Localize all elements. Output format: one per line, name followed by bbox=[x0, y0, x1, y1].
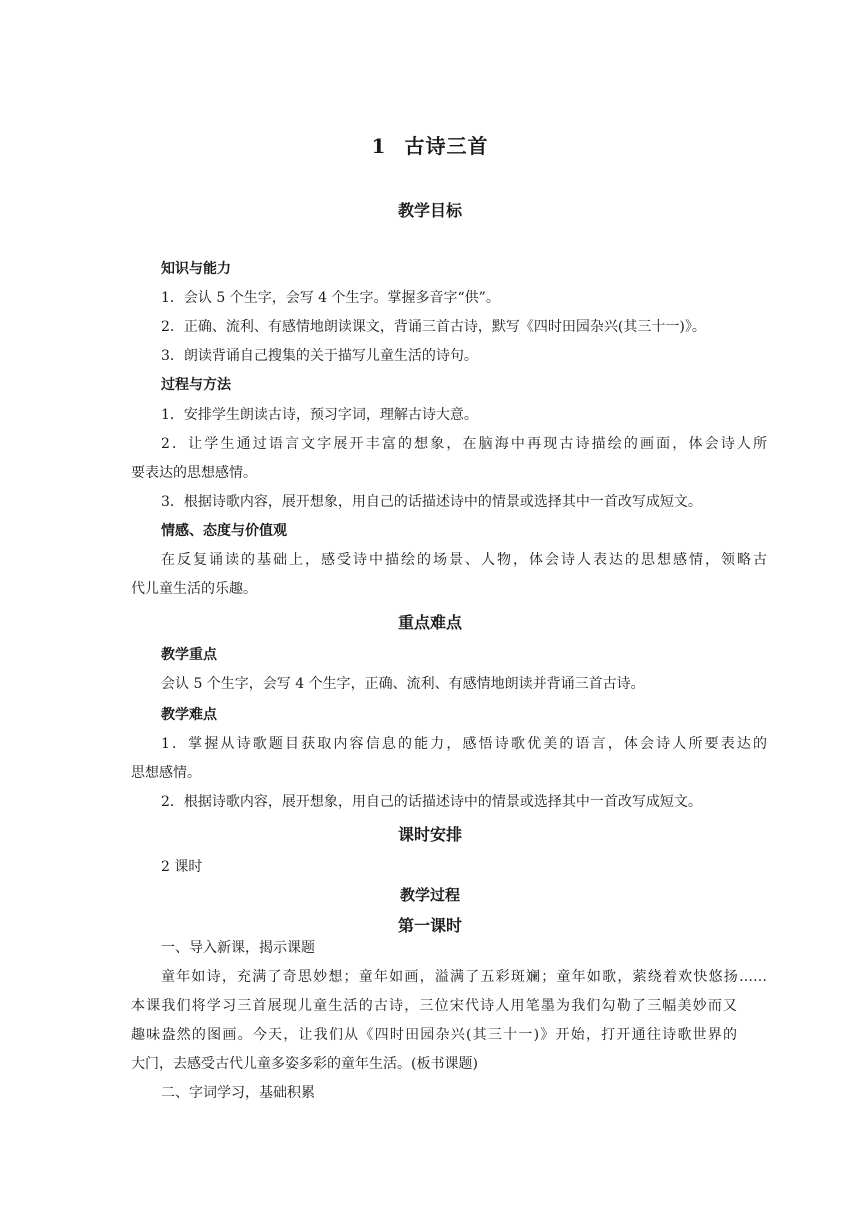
paragraph-focus: 会认 5 个生字，会写 4 个生字，正确、流利、有感情地朗读并背诵三首古诗。 bbox=[161, 676, 645, 692]
section-heading-process: 教学过程 bbox=[399, 886, 460, 904]
section-heading-key-points: 重点难点 bbox=[397, 613, 462, 632]
paragraph-hours: 2 课时 bbox=[161, 859, 203, 875]
lesson-title-text: 古诗三首 bbox=[404, 134, 489, 158]
section-heading-lesson1: 第一课时 bbox=[397, 916, 462, 935]
paragraph-intro-line3: 趣味盎然的图画。今天，让我们从《四时田园杂兴(其三十一)》开始，打开通往诗歌世界的 bbox=[131, 1027, 737, 1043]
paragraph-p1: 1．安排学生朗读古诗，预习字词，理解古诗大意。 bbox=[161, 407, 478, 423]
subheading-process: 过程与方法 bbox=[161, 377, 231, 393]
section-heading-goals: 教学目标 bbox=[397, 201, 462, 220]
paragraph-e1-line2: 代儿童生活的乐趣。 bbox=[131, 581, 257, 597]
paragraph-e1-line1: 在反复诵读的基础上，感受诗中描绘的场景、人物，体会诗人表达的思想感情，领略古 bbox=[161, 552, 767, 568]
paragraph-intro-line4: 大门，去感受古代儿童多姿多彩的童年生活。(板书课题) bbox=[131, 1056, 478, 1072]
section-heading-schedule: 课时安排 bbox=[397, 825, 462, 844]
paragraph-d1-line1: 1．掌握从诗歌题目获取内容信息的能力，感悟诗歌优美的语言，体会诗人所要表达的 bbox=[161, 736, 767, 752]
lesson-title bbox=[0, 130, 860, 159]
paragraph-d2: 2．根据诗歌内容，展开想象，用自己的话描述诗中的情景或选择其中一首改写成短文。 bbox=[161, 794, 702, 810]
paragraph-d1-line2: 思想感情。 bbox=[131, 765, 201, 781]
paragraph-p3: 3．根据诗歌内容，展开想象，用自己的话描述诗中的情景或选择其中一首改写成短文。 bbox=[161, 494, 702, 510]
paragraph-p2-line2: 要表达的思想感情。 bbox=[131, 465, 257, 481]
paragraph-intro-line1: 童年如诗，充满了奇思妙想；童年如画，溢满了五彩斑斓；童年如歌，萦绕着欢快悠扬…… bbox=[161, 969, 767, 985]
subheading-difficulty: 教学难点 bbox=[161, 707, 217, 723]
paragraph-p2-line1: 2．让学生通过语言文字展开丰富的想象，在脑海中再现古诗描绘的画面，体会诗人所 bbox=[161, 436, 767, 452]
paragraph-step1: 一、导入新课，揭示课题 bbox=[161, 940, 315, 956]
subheading-focus: 教学重点 bbox=[161, 647, 217, 663]
subheading-knowledge: 知识与能力 bbox=[161, 261, 231, 277]
paragraph-k3: 3．朗读背诵自己搜集的关于描写儿童生活的诗句。 bbox=[161, 348, 478, 364]
paragraph-k2: 2．正确、流利、有感情地朗读课文，背诵三首古诗，默写《四时田园杂兴(其三十一)》。 bbox=[161, 319, 706, 335]
subheading-emotion: 情感、态度与价值观 bbox=[161, 523, 287, 539]
paragraph-k1: 1．会认 5 个生字，会写 4 个生字。掌握多音字“供”。 bbox=[161, 290, 500, 306]
paragraph-intro-line2: 本课我们将学习三首展现儿童生活的古诗，三位宋代诗人用笔墨为我们勾勒了三幅美妙而又 bbox=[131, 998, 737, 1014]
paragraph-step2: 二、字词学习，基础积累 bbox=[161, 1085, 315, 1101]
lesson-number: 1 bbox=[371, 134, 387, 158]
